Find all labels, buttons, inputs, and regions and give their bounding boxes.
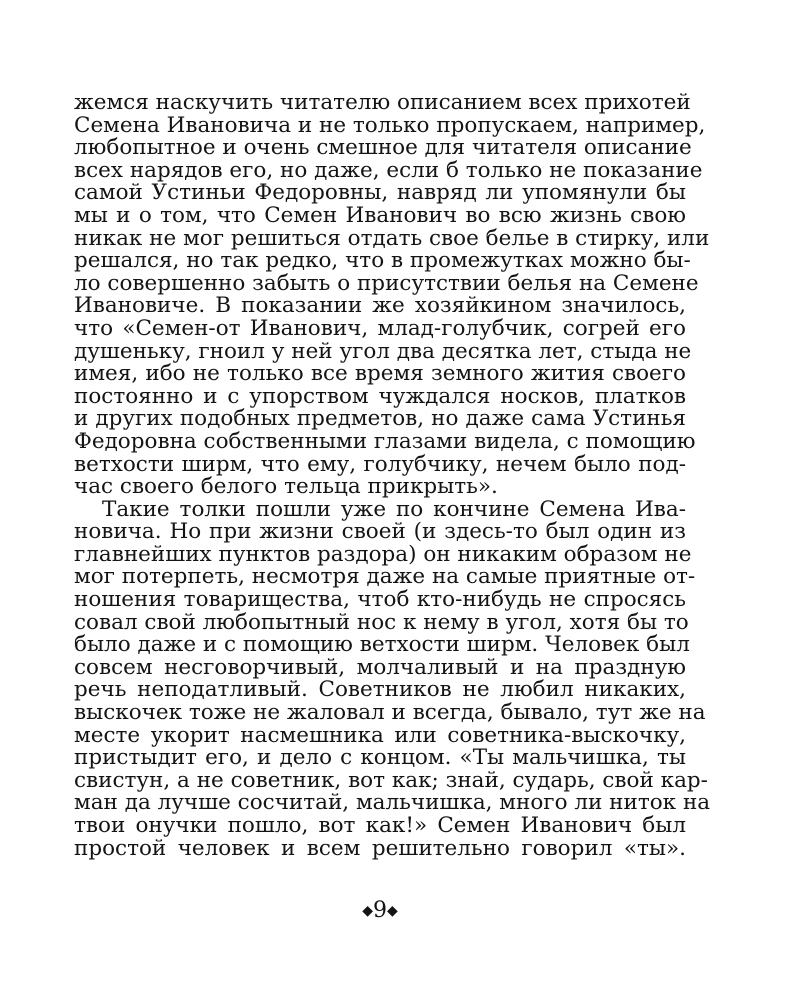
text-line: твои онучки пошло, вот как!» Семен Иванович был [74,813,686,838]
text-line: самой Устиньи Федоровны, навряд ли упомянули бы [74,180,686,206]
text-line: мы и о том, что Семен Иванович во всю жизнь свою [74,202,686,228]
text-line: Ивановиче. В показании же хозяйкином значилось, [74,293,686,319]
text-line: всех нарядов его, но даже, если б только не показание [74,157,703,183]
text-line: никак не мог решиться отдать свое белье в стирку, или [74,225,710,251]
text-line: речь неподатливый. Советников не любил никаких, [74,677,686,703]
text-line: новича. Но при жизни своей (и здесь-то был один из [74,519,686,545]
text-line: совал свой любопытный нос к нему в угол, хотя бы то [74,609,689,635]
text-line: свистун, а не советник, вот как; знай, сударь, свой кар- [74,767,708,793]
text-line: мог потерпеть, несмотря даже на самые приятные от- [74,564,696,590]
text-line: ветхости ширм, что ему, голубчику, нечем было под- [74,451,686,477]
ornament-right-icon: ◆ [387,903,398,919]
text-line: час своего белого тельца прикрыть». [74,474,498,500]
text-line: любопытное и очень смешное для читателя описание [74,135,692,161]
text-line: жемся наскучить читателю описанием всех прихотей [74,90,691,115]
text-line: душеньку, гноил у ней угол два десятка лет, стыда не [74,338,692,364]
text-line: постоянно и с упорством чуждался носков, платков [74,383,686,409]
text-line: ман да лучше сосчитай, мальчишка, много ли ниток на [74,790,711,816]
text-line: выскочек тоже не жаловал и всегда, бывало, тут же на [74,700,706,726]
text-line: решался, но так редко, что в промежутках можно бы- [74,248,691,274]
body-text [74,90,711,861]
text-line: пристыдит его, и дело с концом. «Ты мальчишка, ты [74,745,686,771]
text-line: и других подобных предметов, но даже сама Устинья [74,406,686,432]
page-number: 9 [373,898,387,923]
text-line: Семена Ивановича и не только пропускаем, например, [74,112,706,138]
text-line: месте укорит насмешника или советника-выскочку, [74,722,686,748]
text-line: имея, ибо не только все время земного жития своего [74,361,686,387]
text-line: ношения товарищества, чтоб кто-нибудь не спросясь [74,587,686,613]
text-line: простой человек и всем решительно говорил «ты». [74,835,686,861]
paragraph [74,90,710,500]
text-line: ло совершенно забыть о присутствии белья на Семене [74,270,699,296]
ornament-left-icon: ◆ [362,903,373,919]
paragraph [74,496,711,861]
text-line: что «Семен-от Иванович, млад-голубчик, согрей его [74,315,686,341]
text-line: Такие толки пошли уже по кончине Семена Ива- [102,496,686,522]
page-footer [0,898,760,923]
text-line: Федоровна собственными глазами видела, с помощию [74,428,696,454]
text-line: было даже и с помощию ветхости ширм. Человек был [74,632,690,658]
text-line: главнейших пунктов раздора) он никаким образом не [74,541,692,567]
text-line: совсем несговорчивый, молчаливый и на праздную [74,654,686,680]
